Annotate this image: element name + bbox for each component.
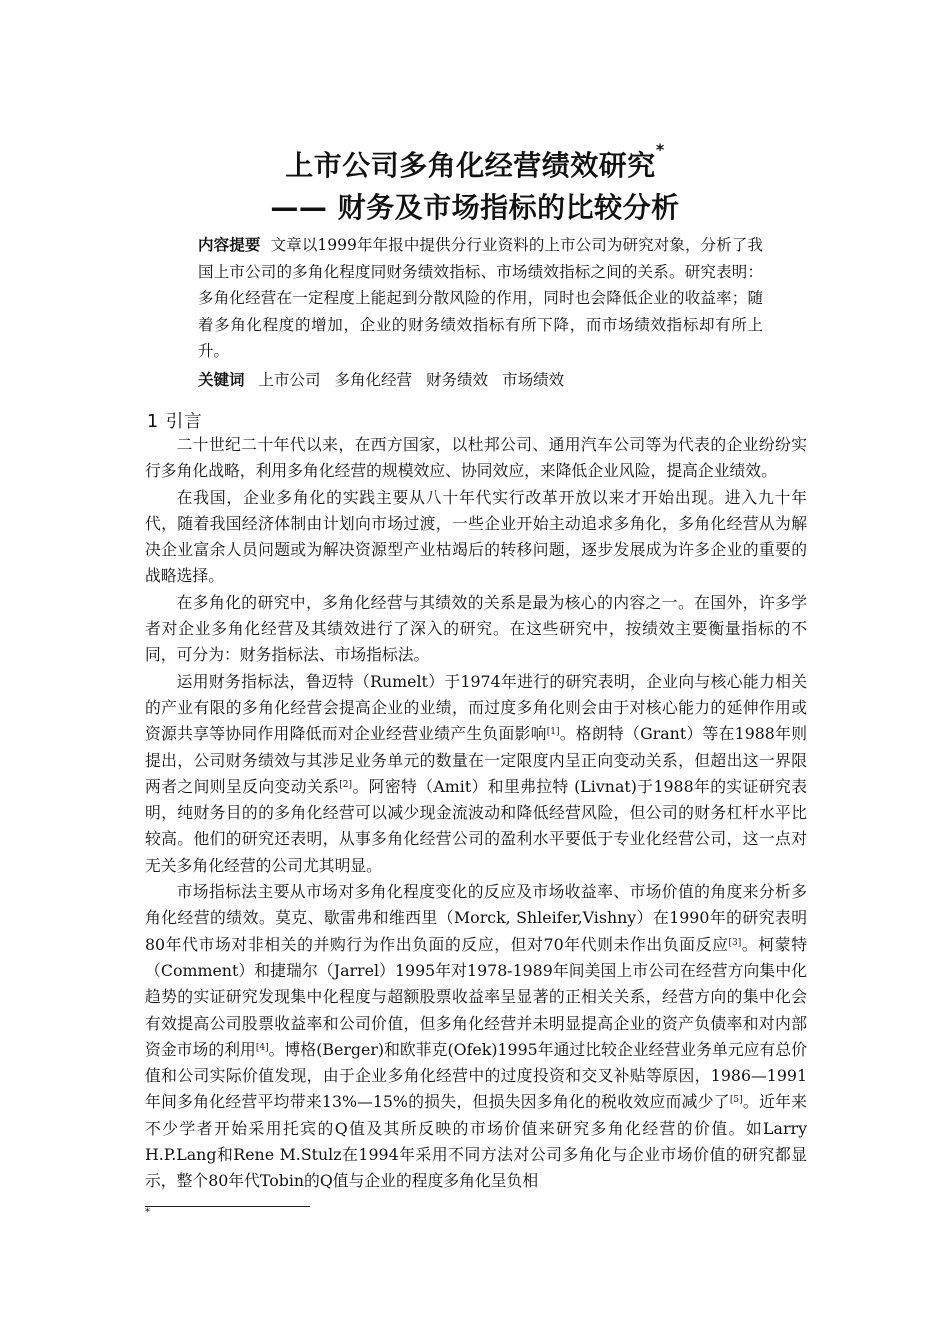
paragraph: [145, 879, 807, 1195]
paragraph-text: 。阿密特（Amit）和里弗拉特 (Livnat)于1988年的实证研究表明，纯财务目的的多角化经营可以减少现金流波动和降低经营风险，但公司的财务杠杆水平比较高。他们的研究还表明，从事多角化经营公司的盈利水平要低于专业化经营公司，这一点对无关多角化经营的公司尤其明显。: [145, 776, 807, 875]
paper-subtitle: —— 财务及市场指标的比较分析: [270, 191, 680, 224]
paragraph-text: 。博格(Berger)和欧菲克(Ofek)1995年通过比较企业经营业务单元应有总价值和公司实际价值发现，由于企业多角化经营中的过度投资和交叉补贴等原因，1986—1991年间多角化经营平均带来13%—15%的损失，但损失因多角化的税收效应而减少了: [145, 1039, 807, 1112]
paper-title-text: 上市公司多角化经营绩效研究: [285, 149, 656, 182]
abstract-label: 内容提要: [198, 236, 261, 254]
section-heading: 1 引言: [147, 412, 203, 432]
paragraph: 在我国，企业多角化的实践主要从八十年代实行改革开放以来才开始出现。进入九十年代，随着我国经济体制由计划向市场过渡，一些企业开始主动追求多角化，多角化经营从为解决企业富余人员问题或为解决资源型产业枯竭后的转移问题，逐步发展成为许多企业的重要的战略选择。: [145, 487, 807, 586]
keyword: 上市公司: [258, 370, 321, 389]
paragraph-text: 。近年来不少学者开始采用托宾的Q值及其所反映的市场价值来研究多角化经营的价值。如Larry H.P.Lang和Rene M.Stulz在1994年采用不同方法对公司多角化与企业市场价值的研究都显示，整个80年代Tobin的Q值与企业的程度多角化呈负相: [145, 1092, 807, 1191]
paragraph: 在多角化的研究中，多角化经营与其绩效的关系是最为核心的内容之一。在国外，许多学者对企业多角化经营及其绩效进行了深入的研究。在这些研究中，按绩效主要衡量指标的不同，可分为：财务指标法、市场指标法。: [145, 592, 807, 665]
abstract-block: [198, 232, 763, 393]
citation: [1]: [546, 727, 560, 738]
keyword: 多角化经营: [334, 370, 413, 389]
paper-title: [0, 140, 950, 184]
footnote-divider: [145, 1206, 310, 1207]
keyword: 市场绩效: [502, 370, 565, 389]
paragraph-text: 。格朗特（Grant）等在1988年则提出，公司财务绩效与其涉足业务单元的数量在一定限度内呈正向变动关系，但超出这一界限两者之间则呈反向变动关系: [145, 724, 807, 796]
abstract-text: 文章以1999年年报中提供分行业资料的上市公司为研究对象，分析了我国上市公司的多角化程度同财务绩效指标、市场绩效指标之间的关系。研究表明：多角化经营在一定程度上能起到分散风险的作用，同时也会降低企业的收益率；随着多角化程度的增加，企业的财务绩效指标有所下降，而市场绩效指标却有所上升。: [198, 236, 763, 360]
citation: [3]: [728, 937, 742, 948]
footnote-marker: *: [145, 1207, 150, 1218]
citation: [5]: [729, 1095, 743, 1106]
keyword: 财务绩效: [426, 370, 489, 389]
abstract-paragraph: [198, 232, 763, 365]
paragraph-text: 。柯蒙特（Comment）和捷瑞尔（Jarrel）1995年对1978-1989年间美国上市公司在经营方向集中化趋势的实证研究发现集中化程度与超额股票收益率呈显著的正相关关系，经营方向的集中化会有效提高公司股票收益率和公司价值，但多角化经营并未明显提高企业的资产负债率和对内部资金市场的利用: [145, 934, 807, 1059]
paragraph: 二十世纪二十年代以来，在西方国家，以杜邦公司、通用汽车公司等为代表的企业纷纷实行多角化战略，利用多角化经营的规模效应、协同效应，来降低企业风险，提高企业绩效。: [145, 435, 807, 481]
keywords-label: 关键词: [198, 370, 245, 389]
citation: [4]: [255, 1042, 269, 1053]
title-footnote-marker: *: [655, 140, 665, 159]
citation: [2]: [339, 779, 353, 790]
paragraph-text: 运用财务指标法，鲁迈特（Rumelt）于1974年进行的研究表明，企业向与核心能力相关的产业有限的多角化经营会提高企业的业绩，而过度多角化则会由于对核心能力的延伸作用或资源共享等协同作用降低而对企业经营业绩产生负面影响: [145, 671, 807, 744]
paragraph-text: 市场指标法主要从市场对多角化程度变化的反应及市场收益率、市场价值的角度来分析多角化经营的绩效。莫克、歇雷弗和维西里（Morck, Shleifer,Vishny）在1990年的研究表明80年代市场对非相关的并购行为作出负面的反应，但对70年代则未作出负面反应: [145, 882, 807, 954]
paragraph: [145, 669, 807, 879]
body-text: [145, 432, 807, 1195]
keywords-line: [198, 367, 763, 394]
